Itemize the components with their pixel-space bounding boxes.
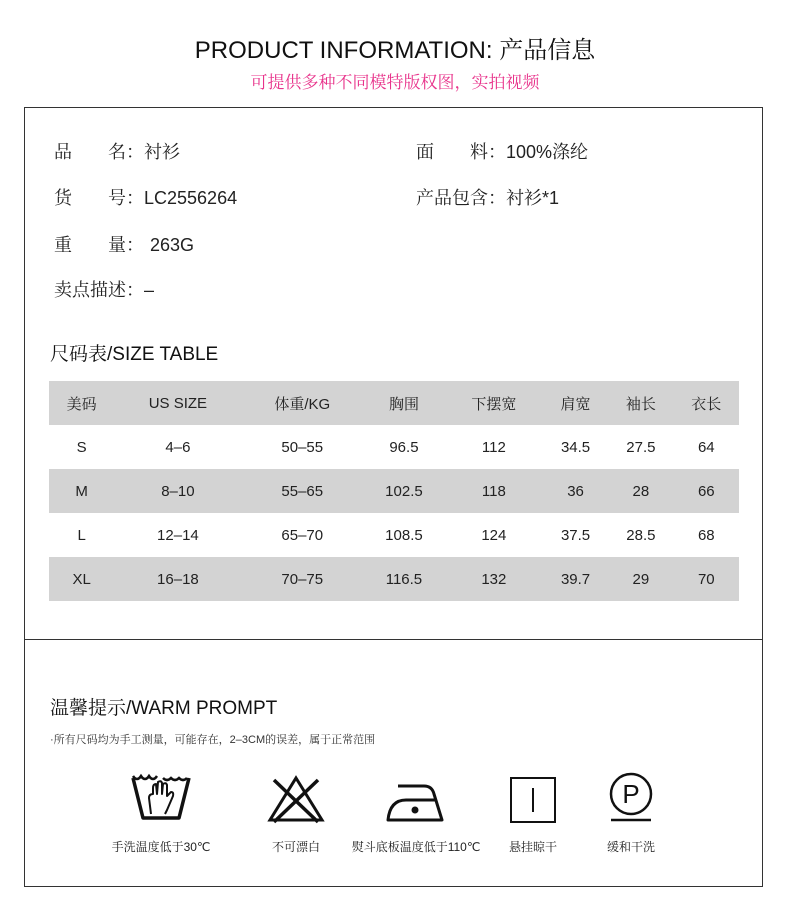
info-name-value: 衬衫 [144,142,180,162]
dry-clean-p-icon [599,770,663,826]
svg-text:P: P [622,779,640,809]
page-subtitle: 可提供多种不同模特版权图，实拍视频 [250,73,540,92]
header-cell: 下摆宽 [471,395,517,413]
info-name [54,138,180,164]
table-cell: 28 [632,482,650,500]
header-cell: 肩宽 [560,395,591,413]
table-cell: 102.5 [385,482,423,500]
header-cell: 体重/KG [274,395,331,413]
table-cell: M [75,482,88,500]
table-cell: 36 [567,482,584,500]
info-includes [416,184,559,210]
table-cell: S [76,438,87,456]
table-cell: 70 [697,570,715,588]
table-row [49,425,739,469]
info-code-value: LC2556264 [144,188,238,208]
iron-low-icon [384,770,448,826]
table-row [49,557,739,601]
table-cell: 132 [481,570,507,588]
header-cell: 袖长 [625,395,656,413]
table-cell: 65–70 [281,526,324,544]
care-label: 熨斗底板温度低于110℃ [351,840,481,854]
info-includes-label: 产品包含： [416,188,506,208]
header-cell: US SIZE [148,394,208,412]
info-fabric-value: 100%涤纶 [506,142,589,162]
care-item-iron [351,770,481,855]
info-includes-value: 衬衫*1 [506,188,560,208]
table-cell: XL [72,570,91,588]
table-cell: 12–14 [157,526,199,544]
table-cell: 4–6 [165,438,191,456]
table-row [49,469,739,513]
table-cell: 55–65 [281,482,324,500]
table-cell: 116.5 [385,570,423,588]
info-weight-value: 263G [150,235,195,255]
table-cell: 112 [481,438,506,456]
table-cell: 118 [481,482,506,500]
info-name-label: 品 名： [54,142,144,162]
care-label: 不可漂白 [271,840,320,854]
page-title: PRODUCT INFORMATION: 产品信息 [194,37,596,64]
info-weight [54,231,194,257]
care-label: 手洗温度低于30℃ [111,840,211,854]
size-table-header-row [49,381,739,425]
header-cell: 衣长 [691,395,722,413]
table-cell: 64 [697,438,715,456]
info-code [54,184,237,210]
info-code-label: 货 号： [54,188,144,208]
table-cell: L [77,526,86,544]
line-dry-icon [501,770,565,826]
header-cell: 美码 [66,395,97,413]
measurement-note: ·所有尺码均为手工测量，可能存在，2–3CM的误差，属于正常范围 [50,734,376,746]
table-cell: 66 [697,482,715,500]
table-cell: 108.5 [385,526,423,544]
size-table-title: 尺码表/SIZE TABLE [50,344,219,365]
info-fabric [416,138,588,164]
table-cell: 96.5 [389,438,419,456]
table-row [49,513,739,557]
info-weight-label: 重 量： [54,235,144,255]
size-table [49,381,739,601]
table-cell: 28.5 [626,526,656,544]
hand-wash-icon [129,770,193,826]
info-selling-value: – [144,280,155,300]
table-cell: 50–55 [281,438,324,456]
table-cell: 27.5 [626,438,656,456]
care-item-no-bleach [231,770,361,855]
info-selling-label: 卖点描述： [54,280,144,300]
care-label: 缓和干洗 [606,840,655,854]
care-item-dry-clean [566,770,696,855]
info-selling [54,276,154,302]
table-cell: 39.7 [560,570,591,588]
info-fabric-label: 面 料： [416,142,506,162]
table-cell: 16–18 [157,570,199,588]
table-cell: 124 [481,526,507,544]
section-divider [24,639,763,640]
warm-prompt-title: 温馨提示/WARM PROMPT [50,698,278,719]
care-item-hand-wash [96,770,226,855]
table-cell: 68 [697,526,715,544]
table-cell: 34.5 [560,438,591,456]
table-cell: 37.5 [560,526,591,544]
table-cell: 70–75 [281,570,324,588]
no-bleach-icon [264,770,328,826]
table-cell: 29 [632,570,650,588]
care-label: 悬挂晾干 [508,840,557,854]
header-cell: 胸围 [388,395,419,413]
table-cell: 8–10 [161,482,195,500]
